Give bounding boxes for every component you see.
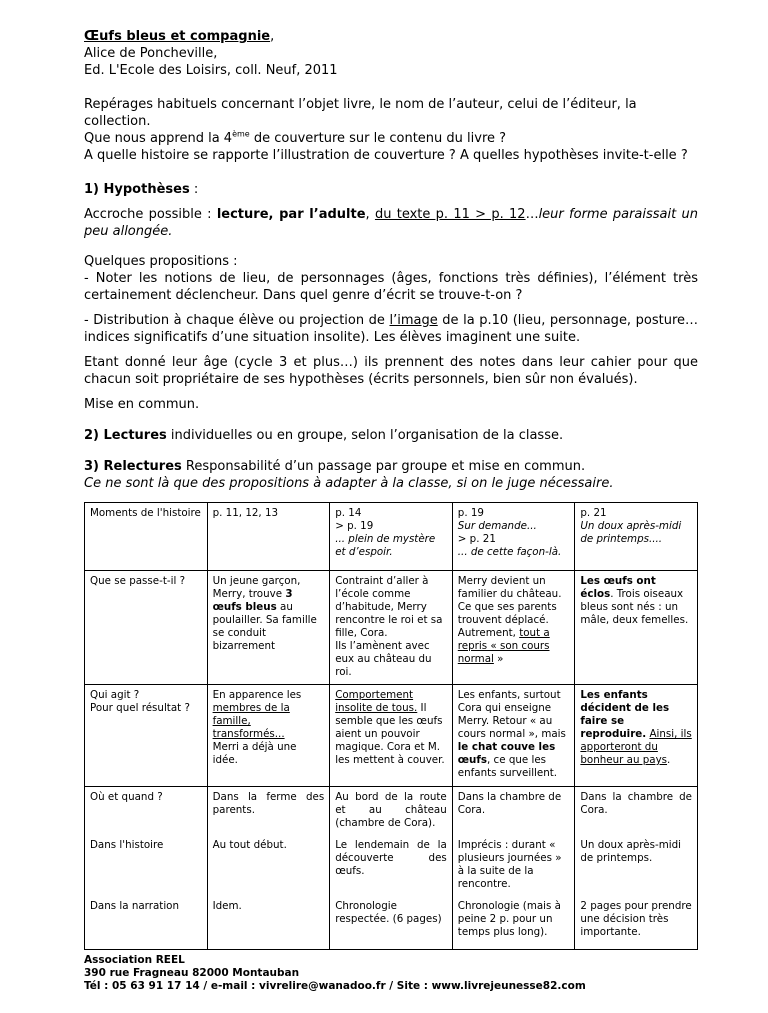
text: Merri a déjà une idée. (212, 741, 297, 766)
proposition: Etant donné leur âge (cycle 3 et plus…) ils prennent des notes dans leur cahier pour que chacun soit propriétaire de ses hypothèses (écrits personnels, bien sûr non évalués). (84, 355, 698, 387)
table-row (85, 896, 698, 949)
text: de couverture sur le contenu du livre ? (249, 131, 507, 146)
text: Merry devient un familier du château. Ce que ses parents trouvent déplacé. Autrement, (457, 575, 562, 639)
text: 3 œufs bleus (212, 588, 293, 613)
text: p. 19 (457, 507, 484, 519)
table-cell: Dans la chambre de Cora. (575, 787, 698, 836)
text: Les œufs ont éclos (580, 575, 656, 600)
text: membres de la famille, transformés... (212, 702, 290, 740)
text: ... de cette façon-là. (457, 546, 562, 558)
document-body (84, 0, 698, 1013)
table-cell (575, 503, 698, 571)
text: de la p.10 (lieu, personnage, posture… indices significatifs d’une situation insolite). Les élèves imaginent une suite. (84, 313, 698, 345)
table-cell (207, 685, 330, 787)
intro-line: A quelle histoire se rapporte l’illustration de couverture ? A quelles hypothèses invite-t-elle ? (84, 148, 688, 163)
text: le chat couve les œufs (457, 741, 556, 766)
table-cell (330, 503, 453, 571)
text: l’image (389, 313, 438, 328)
table-cell: Idem. (207, 896, 330, 949)
footer-org: Association REEL (84, 953, 185, 966)
footer (84, 954, 698, 993)
table-cell (330, 685, 453, 787)
text: : (189, 182, 199, 197)
table-row (85, 503, 698, 571)
text: au poulailler. Sa famille se conduit bizarrement (212, 601, 317, 652)
table-cell: 2 pages pour prendre une décision très importante. (575, 896, 698, 949)
text: Les enfants, surtout Cora qui enseigne Merry. Retour « au cours normal », mais (457, 689, 566, 740)
text: Comportement insolite de tous. (335, 689, 418, 714)
table-cell: p. 11, 12, 13 (207, 503, 330, 571)
table-cell (575, 571, 698, 685)
section-heading: 3) Relectures (84, 459, 182, 474)
text: lecture, par l’adulte (216, 207, 366, 222)
table-cell: Le lendemain de la découverte des œufs. (330, 835, 453, 896)
table-cell: Que se passe-t-il ? (85, 571, 208, 685)
section-heading (84, 181, 698, 198)
text: ... plein de mystère et d’espoir. (335, 533, 436, 558)
text: du texte p. 11 > p. 12 (374, 207, 526, 222)
author: Alice de Poncheville, (84, 46, 218, 61)
text: individuelles ou en groupe, selon l’organisation de la classe. (166, 428, 564, 443)
table-cell (575, 685, 698, 787)
text: tout a repris « son cours normal (457, 627, 550, 665)
proposition (84, 312, 698, 346)
propositions-label: Quelques propositions : (84, 254, 238, 269)
table-cell: Au bord de la route et au château (chambre de Cora). (330, 787, 453, 836)
book-title-line (84, 28, 698, 45)
text: , (365, 207, 375, 222)
table-cell: Dans la narration (85, 896, 208, 949)
section-heading: 2) Lectures (84, 428, 167, 443)
text: Un doux après-midi de printemps.... (580, 520, 682, 545)
text: - Distribution à chaque élève ou projection de (84, 313, 390, 328)
text: ème (232, 129, 250, 139)
table-cell (452, 571, 575, 685)
text: » (493, 653, 504, 665)
footer-address: 390 rue Fragneau 82000 Montauban (84, 966, 300, 979)
table-cell (85, 685, 208, 787)
text: Responsabilité d’un passage par groupe et mise en commun. (181, 459, 586, 474)
accroche (84, 206, 698, 240)
text: Un jeune garçon, Merry, trouve (212, 575, 301, 600)
text: Ils l’amènent avec eux au château du roi. (335, 640, 432, 678)
text: Les enfants décident de les faire se reproduire. (580, 689, 670, 740)
table-cell (452, 685, 575, 787)
proposition: Mise en commun. (84, 397, 200, 412)
proposition: - Noter les notions de lieu, de personnages (âges, fonctions très définies), l’élément très certainement déclencheur. Dans quel genre d’écrit se trouve-t-on ? (84, 271, 698, 303)
text: … (525, 207, 539, 222)
table-cell: Chronologie (mais à peine 2 p. pour un temps plus long). (452, 896, 575, 949)
text: . (667, 754, 671, 766)
text: 1) Hypothèses (84, 182, 190, 197)
table-cell (207, 571, 330, 685)
text: Que nous apprend la 4 (84, 131, 233, 146)
book-title: Œufs bleus et compagnie (84, 29, 271, 44)
table-cell: Dans l'histoire (85, 835, 208, 896)
table-row (85, 787, 698, 836)
punct: , (270, 29, 275, 44)
text: leur forme paraissait un peu allongée. (84, 207, 698, 239)
publisher: Ed. L'Ecole des Loisirs, coll. Neuf, 2011 (84, 63, 338, 78)
text: , ce que les enfants surveillent. (457, 754, 558, 779)
text: Ainsi, ils apporteront du bonheur au pays (580, 728, 692, 766)
text: . Trois oiseaux bleus sont nés : un mâle, deux femelles. (580, 588, 689, 626)
table-cell: Chronologie respectée. (6 pages) (330, 896, 453, 949)
table-cell: Moments de l'histoire (85, 503, 208, 571)
text: Qui agit ? (90, 689, 140, 701)
text: En apparence les (212, 689, 302, 701)
intro-line (84, 130, 698, 147)
table-cell: Au tout début. (207, 835, 330, 896)
table-row (85, 685, 698, 787)
table-cell: Où et quand ? (85, 787, 208, 836)
table-cell: Un doux après-midi de printemps. (575, 835, 698, 896)
table-cell: Imprécis : durant « plusieurs journées » à la suite de la rencontre. (452, 835, 575, 896)
analysis-table (84, 502, 698, 950)
text: > p. 19 (335, 520, 374, 532)
table-row (85, 835, 698, 896)
table-cell: Dans la chambre de Cora. (452, 787, 575, 836)
text: Il semble que les œufs aient un pouvoir magique. Cora et M. les mettent à couver. (335, 702, 445, 766)
text: p. 14 (335, 507, 362, 519)
text: > p. 21 (457, 533, 496, 545)
text: Accroche possible : (84, 207, 217, 222)
table-cell: Dans la ferme des parents. (207, 787, 330, 836)
section-3-note: Ce ne sont là que des propositions à adapter à la classe, si on le juge nécessaire. (84, 476, 614, 491)
table-cell (330, 571, 453, 685)
table-cell (452, 503, 575, 571)
text: p. 21 (580, 507, 607, 519)
section-3 (84, 458, 698, 475)
footer-contact: Tél : 05 63 91 17 14 / e-mail : vivrelire@wanadoo.fr / Site : www.livrejeunesse82.com (84, 979, 586, 992)
text: Sur demande... (457, 520, 537, 532)
intro-line: Repérages habituels concernant l’objet livre, le nom de l’auteur, celui de l’éditeur, la collection. (84, 97, 637, 129)
section-2 (84, 427, 698, 444)
text: Pour quel résultat ? (90, 702, 190, 714)
table-row (85, 571, 698, 685)
text: Contraint d’aller à l’école comme d’habitude, Merry rencontre le roi et sa fille, Cora. (335, 575, 443, 639)
